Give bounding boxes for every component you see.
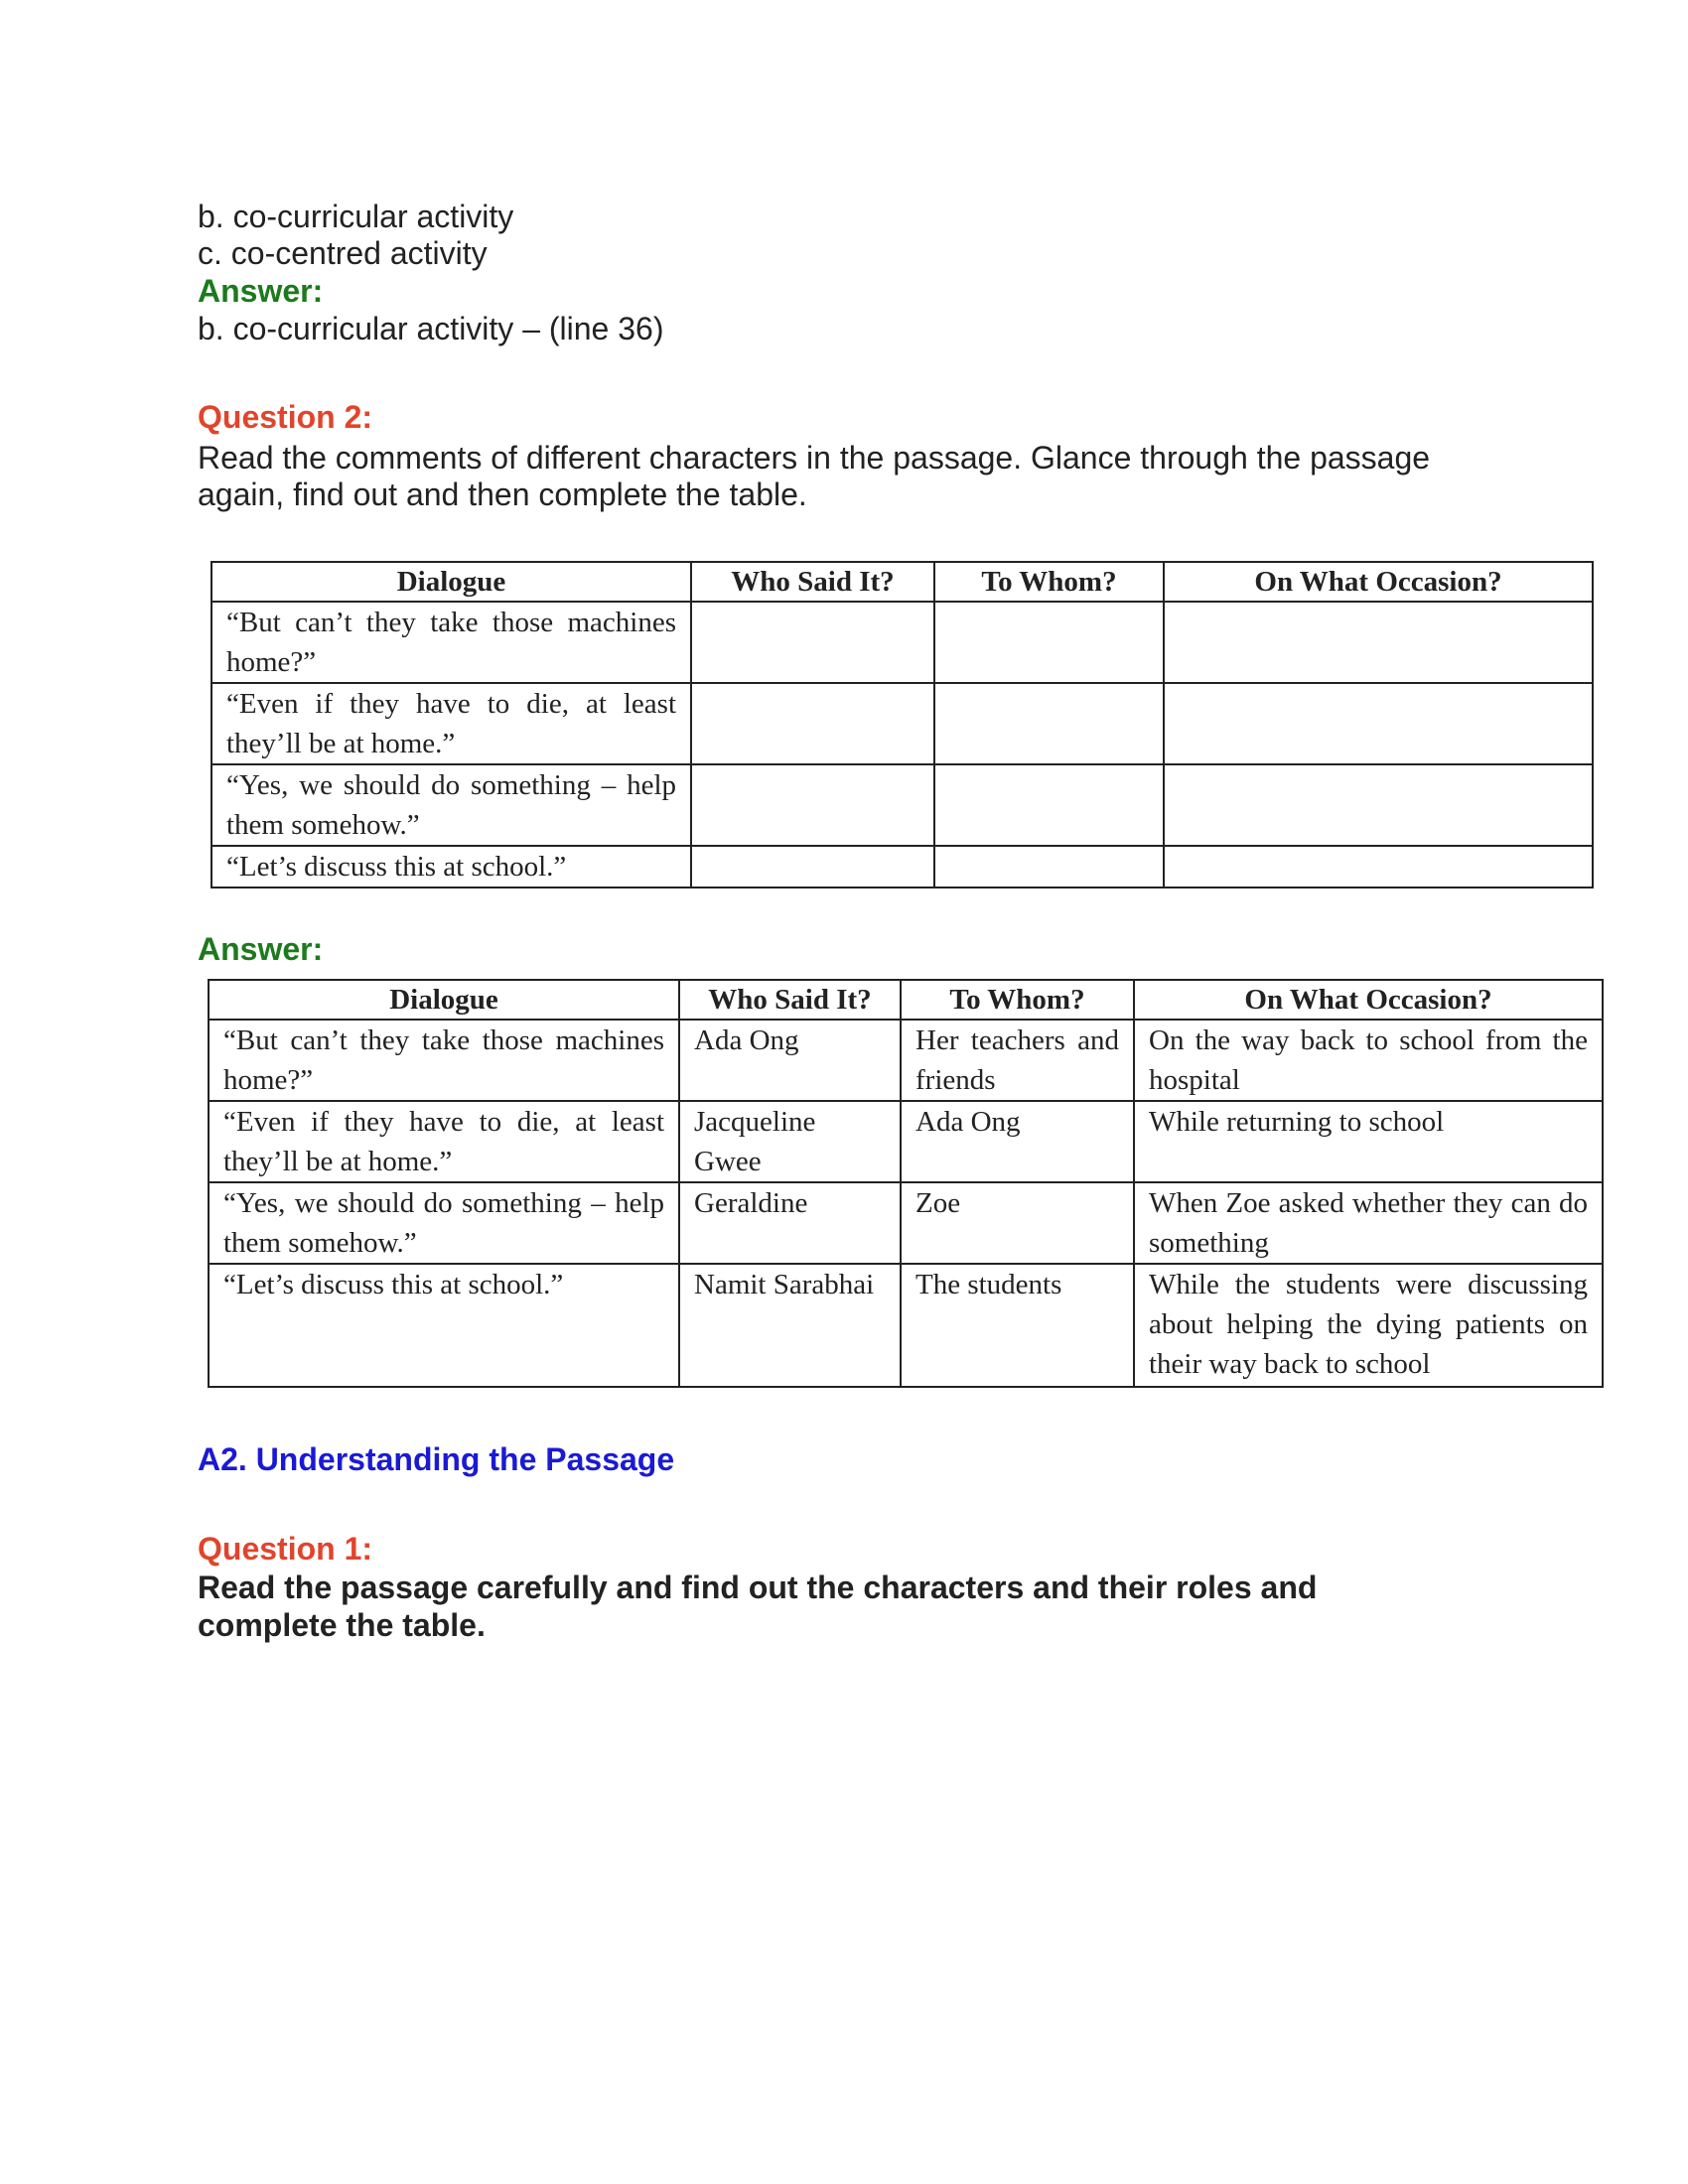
to-whom-cell: Zoe [901, 1182, 1134, 1264]
to-whom-cell: Ada Ong [901, 1101, 1134, 1182]
blank-cell [691, 764, 934, 846]
table-header-row [209, 980, 1603, 1020]
blank-cell [691, 846, 934, 887]
question-1-text-line1: Read the passage carefully and find out the characters and their roles and [198, 1570, 1318, 1605]
to-whom-cell: Her teachers and friends [901, 1020, 1134, 1101]
dialogue-cell: “Yes, we should do something – help them somehow.” [211, 764, 691, 846]
question-2-text-line2: again, find out and then complete the table. [198, 477, 807, 512]
table-row [211, 683, 1593, 764]
answer-dialogue-table [208, 979, 1604, 1388]
who-said-cell: Namit Sarabhai [679, 1264, 901, 1387]
question-1-label: Question 1: [198, 1531, 373, 1567]
blank-cell [934, 683, 1164, 764]
header-to-whom: To Whom? [934, 562, 1164, 602]
header-dialogue: Dialogue [211, 562, 691, 602]
answer-text: b. co-curricular activity – (line 36) [198, 311, 664, 346]
header-who-said-it: Who Said It? [691, 562, 934, 602]
table-row [209, 1020, 1603, 1101]
header-to-whom: To Whom? [901, 980, 1134, 1020]
blank-cell [1164, 683, 1593, 764]
table-row [209, 1264, 1603, 1387]
table-row [211, 764, 1593, 846]
occasion-cell: On the way back to school from the hospital [1134, 1020, 1603, 1101]
question-1-text-line2: complete the table. [198, 1607, 486, 1643]
blank-dialogue-table [211, 561, 1594, 888]
blank-cell [934, 602, 1164, 683]
blank-cell [934, 846, 1164, 887]
option-c: c. co-centred activity [198, 235, 488, 271]
header-occasion: On What Occasion? [1164, 562, 1593, 602]
blank-cell [691, 602, 934, 683]
blank-cell [1164, 764, 1593, 846]
table-header-row [211, 562, 1593, 602]
blank-cell [1164, 846, 1593, 887]
table-row [211, 846, 1593, 887]
who-said-cell: Ada Ong [679, 1020, 901, 1101]
dialogue-cell: “Let’s discuss this at school.” [209, 1264, 679, 1387]
header-occasion: On What Occasion? [1134, 980, 1603, 1020]
header-who-said-it: Who Said It? [679, 980, 901, 1020]
blank-cell [691, 683, 934, 764]
table-row [209, 1182, 1603, 1264]
dialogue-cell: “Yes, we should do something – help them somehow.” [209, 1182, 679, 1264]
blank-cell [934, 764, 1164, 846]
who-said-cell: Jacqueline Gwee [679, 1101, 901, 1182]
dialogue-cell: “Even if they have to die, at least they’ll be at home.” [209, 1101, 679, 1182]
answer-label: Answer: [198, 273, 324, 309]
occasion-cell: While returning to school [1134, 1101, 1603, 1182]
dialogue-cell: “Let’s discuss this at school.” [211, 846, 691, 887]
occasion-cell: While the students were discussing about helping the dying patients on their way back to school [1134, 1264, 1603, 1387]
header-dialogue: Dialogue [209, 980, 679, 1020]
answer-label-2: Answer: [198, 931, 324, 967]
who-said-cell: Geraldine [679, 1182, 901, 1264]
option-b: b. co-curricular activity [198, 199, 514, 234]
question-2-text-line1: Read the comments of different characters in the passage. Glance through the passage [198, 440, 1431, 476]
dialogue-cell: “But can’t they take those machines home?” [209, 1020, 679, 1101]
table-row [209, 1101, 1603, 1182]
table-row [211, 602, 1593, 683]
blank-cell [1164, 602, 1593, 683]
to-whom-cell: The students [901, 1264, 1134, 1387]
section-a2-heading: A2. Understanding the Passage [198, 1441, 675, 1477]
occasion-cell: When Zoe asked whether they can do something [1134, 1182, 1603, 1264]
dialogue-cell: “But can’t they take those machines home?” [211, 602, 691, 683]
question-2-label: Question 2: [198, 399, 373, 435]
dialogue-cell: “Even if they have to die, at least they’ll be at home.” [211, 683, 691, 764]
